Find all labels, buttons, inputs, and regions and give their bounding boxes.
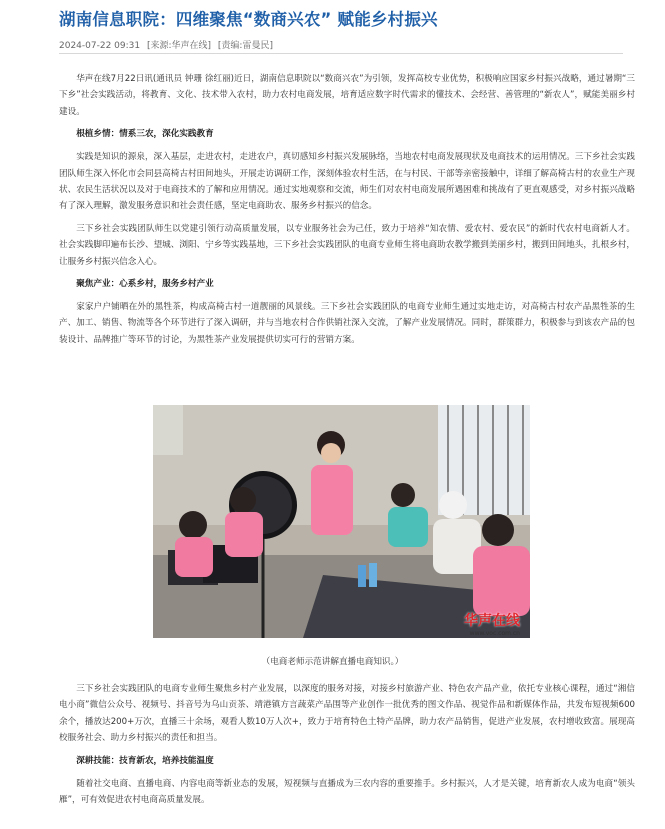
photo-illustration [153, 405, 530, 638]
title-divider [59, 53, 623, 54]
photo-watermark-url: www.voc.com.cn [469, 630, 520, 637]
article-body-bottom [59, 681, 635, 814]
editor-label: [责编:雷曼民] [217, 41, 273, 51]
article-photo [153, 405, 530, 638]
section-heading-1: 根植乡情：情系三农，深化实践教育 [76, 129, 214, 140]
paragraph-2: 实践是知识的源泉，深入基层，走进农村，走进农户，真切感知乡村振兴发展脉络，当地农村电商发展现状及电商技术的运用情况。三下乡社会实践团队师生深入怀化市会同县高椅古村田间地头，开展走访调研工作，深刻体验农村生活，在与村民、干部等亲密接触中，详细了解高椅古村的农业生产现状、农民生活状况以及对于电商技术的了解和应用情况。通过实地观察和交流，师生们对农村电商发展所遇困难和挑战有了更直观感受，对乡村振兴战略有了深入理解，激发服务意识和社会责任感，坚定电商助农、服务乡村振兴的信念。 [59, 152, 635, 212]
article-body-top [59, 71, 635, 354]
publish-date: 2024-07-22 09:31 [59, 41, 141, 51]
article-meta [59, 38, 277, 51]
photo-watermark: 华声在线 [464, 613, 520, 629]
article-title: 湖南信息职院：四维聚焦“数商兴农” 赋能乡村振兴 [59, 10, 438, 29]
paragraph-4: 家家户户铺晒在外的黑牲茶，构成高椅古村一道靓丽的风景线。三下乡社会实践团队的电商专业师生通过实地走访，对高椅古村农产品黑牲茶的生产、加工、销售、物流等各个环节进行了深入调研，并与当地农村合作供销社深入交流，了解产业发展情况。同时，群策群力，积极参与到该农产品的包装设计、品牌推广等环节的讨论，为黑牲茶产业发展提供切实可行的营销方案。 [59, 302, 635, 345]
section-heading-2: 聚焦产业：心系乡村，服务乡村产业 [76, 279, 214, 290]
paragraph-intro: 华声在线7月22日讯(通讯员 钟珊 徐红丽)近日，湖南信息职院以“数商兴农”为引领，发挥高校专业优势，积极响应国家乡村振兴战略，通过暑期“三下乡”社会实践活动，将教育、文化、技术带入农村，助力农村电商发展，培育适应数字时代需求的懂技术、会经营、善管理的“新农人”，赋能美丽乡村建设。 [59, 74, 635, 117]
paragraph-3: 三下乡社会实践团队师生以党建引领行动高质量发展，以专业服务社会为己任，致力于培养“知农情、爱农村、爱农民”的新时代农村电商新人才。社会实践脚印遍布长沙、望城、浏阳、宁乡等实践基地，三下乡社会实践团队的电商专业师生将电商助农教学搬到美丽乡村，搬到田间地头，扎根乡村，让服务乡村振兴信念入心。 [59, 223, 635, 267]
paragraph-5: 三下乡社会实践团队的电商专业师生聚焦乡村产业发展，以深度的服务对接，对接乡村旅游产业、特色农产品产业，依托专业核心课程，通过“湘信电小商”微信公众号、视频号、抖音号为乌山贡茶、靖港镇方言蔬菜产品围等产业创作一批优秀的图文作品、视觉作品和新媒体作品，共发布短视频600余个，播放达200+万次，直播三十余场，观看人数10万人次+，致力于培育特色土特产品牌，助力农产品销售，促进产业发展，农村增收致富。展现高校服务社会、助力乡村振兴的责任和担当。 [59, 684, 635, 744]
section-heading-3: 深耕技能：技育新农，培养技能温度 [76, 755, 214, 766]
source-link[interactable]: [来源:华声在线] [146, 41, 212, 51]
paragraph-6: 随着社交电商、直播电商、内容电商等新业态的发展，短视频与直播成为三农内容的重要推手。乡村振兴，人才是关键，培育新农人成为电商“领头雁”，可有效促进农村电商高质量发展。 [59, 778, 635, 806]
photo-caption: （电商老师示范讲解直播电商知识。） [261, 657, 404, 667]
